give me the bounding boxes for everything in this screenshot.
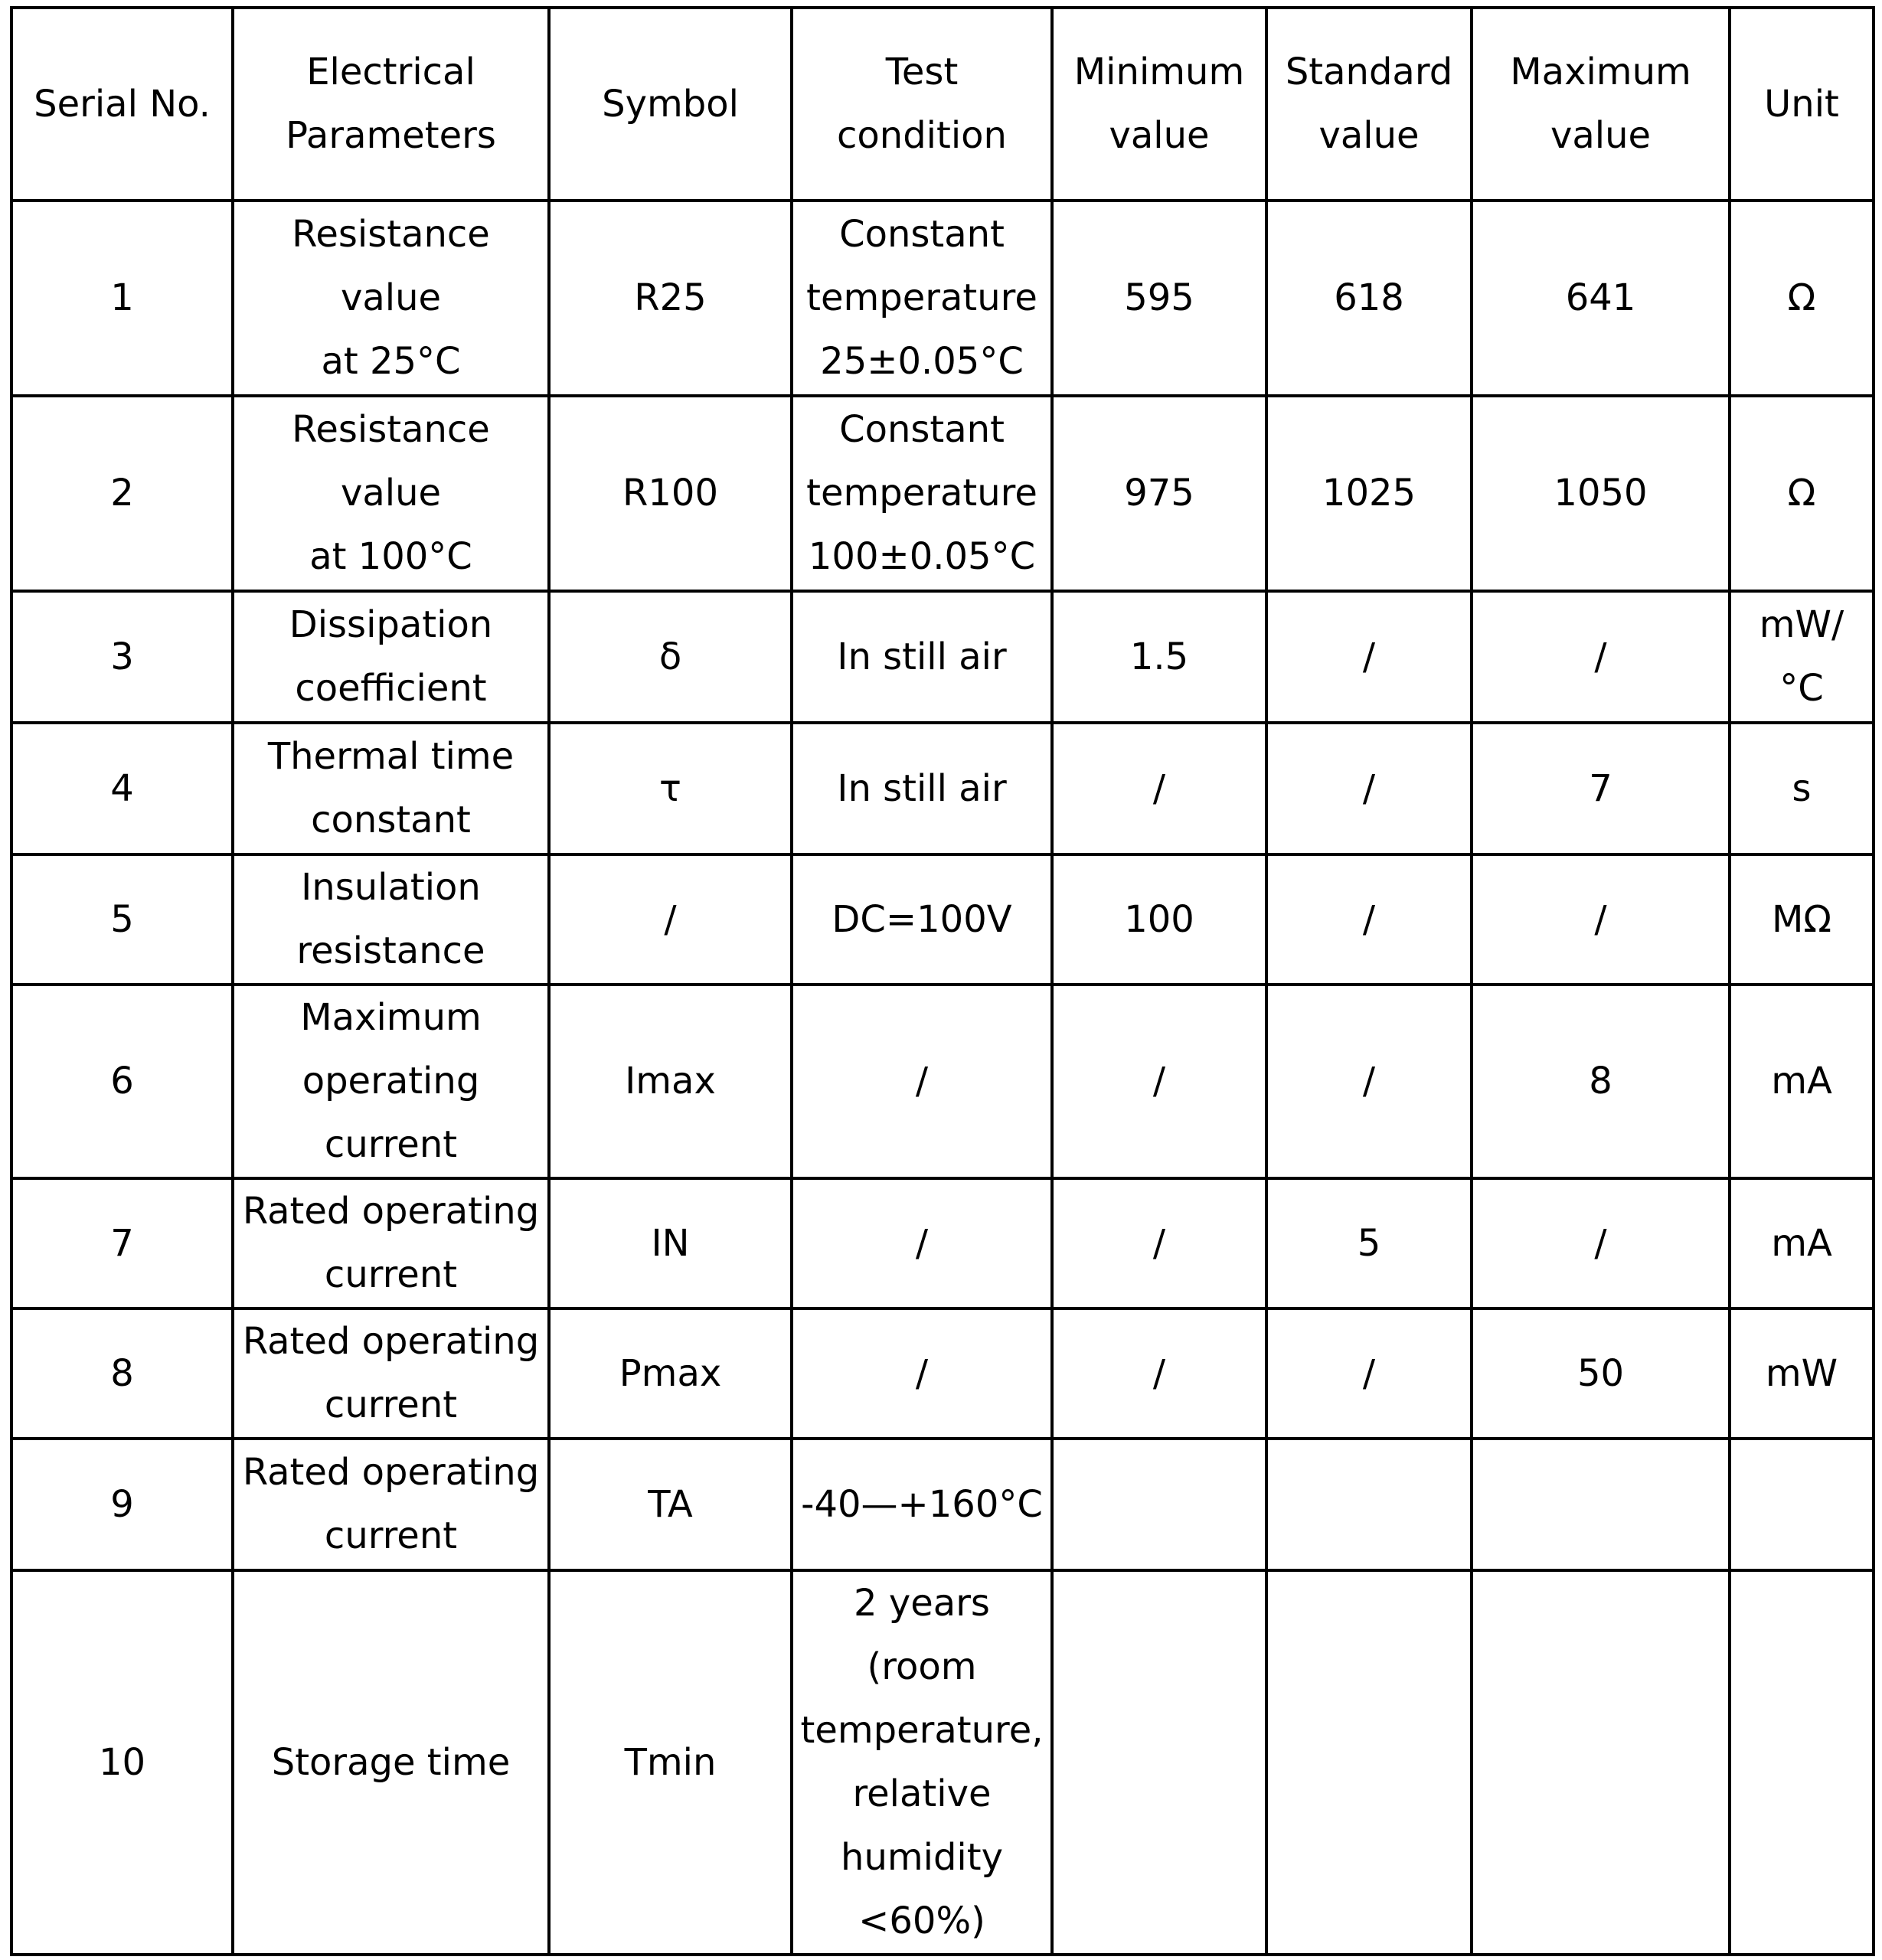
cell-min bbox=[1052, 1439, 1266, 1570]
cell-parameter: Storage time bbox=[233, 1570, 549, 1955]
cell-parameter: Insulation resistance bbox=[233, 854, 549, 985]
header-minimum-value: Minimum value bbox=[1052, 8, 1266, 201]
cell-unit: mW bbox=[1730, 1308, 1874, 1439]
cell-parameter: Dissipation coefficient bbox=[233, 591, 549, 723]
cell-min: 1.5 bbox=[1052, 591, 1266, 723]
table-row bbox=[11, 723, 1874, 854]
header-standard-value: Standard value bbox=[1266, 8, 1472, 201]
cell-condition: -40—+160°C bbox=[792, 1439, 1052, 1570]
cell-serial: 3 bbox=[11, 591, 233, 723]
cell-symbol: Tmin bbox=[549, 1570, 792, 1955]
cell-parameter: Rated operating current bbox=[233, 1308, 549, 1439]
table-row bbox=[11, 201, 1874, 396]
cell-max: 641 bbox=[1472, 201, 1730, 396]
cell-serial: 8 bbox=[11, 1308, 233, 1439]
cell-symbol: R100 bbox=[549, 396, 792, 591]
cell-symbol: R25 bbox=[549, 201, 792, 396]
cell-condition: / bbox=[792, 985, 1052, 1178]
cell-symbol: TA bbox=[549, 1439, 792, 1570]
header-serial-no: Serial No. bbox=[11, 8, 233, 201]
cell-symbol: τ bbox=[549, 723, 792, 854]
cell-unit: Ω bbox=[1730, 396, 1874, 591]
cell-min: / bbox=[1052, 1178, 1266, 1308]
cell-serial: 10 bbox=[11, 1570, 233, 1955]
cell-min: 100 bbox=[1052, 854, 1266, 985]
cell-parameter: Rated operating current bbox=[233, 1439, 549, 1570]
cell-max: 7 bbox=[1472, 723, 1730, 854]
cell-max: / bbox=[1472, 1178, 1730, 1308]
table-row bbox=[11, 396, 1874, 591]
cell-condition: / bbox=[792, 1178, 1052, 1308]
cell-unit: MΩ bbox=[1730, 854, 1874, 985]
cell-condition: In still air bbox=[792, 723, 1052, 854]
cell-max: / bbox=[1472, 591, 1730, 723]
cell-condition: DC=100V bbox=[792, 854, 1052, 985]
table-row bbox=[11, 1178, 1874, 1308]
cell-max: 50 bbox=[1472, 1308, 1730, 1439]
cell-symbol: IN bbox=[549, 1178, 792, 1308]
cell-serial: 4 bbox=[11, 723, 233, 854]
cell-min: / bbox=[1052, 1308, 1266, 1439]
cell-min: / bbox=[1052, 723, 1266, 854]
cell-standard: / bbox=[1266, 985, 1472, 1178]
header-test-condition: Test condition bbox=[792, 8, 1052, 201]
cell-unit bbox=[1730, 1570, 1874, 1955]
table-row bbox=[11, 1570, 1874, 1955]
cell-standard: 618 bbox=[1266, 201, 1472, 396]
cell-condition: Constant temperature 100±0.05°C bbox=[792, 396, 1052, 591]
cell-serial: 5 bbox=[11, 854, 233, 985]
cell-unit bbox=[1730, 1439, 1874, 1570]
electrical-parameters-table bbox=[10, 6, 1875, 1956]
cell-parameter: Maximum operating current bbox=[233, 985, 549, 1178]
cell-condition: 2 years (room temperature, relative humidity <60%) bbox=[792, 1570, 1052, 1955]
cell-serial: 9 bbox=[11, 1439, 233, 1570]
cell-parameter: Resistance value at 25°C bbox=[233, 201, 549, 396]
cell-max: / bbox=[1472, 854, 1730, 985]
cell-standard: 5 bbox=[1266, 1178, 1472, 1308]
cell-symbol: Pmax bbox=[549, 1308, 792, 1439]
cell-standard bbox=[1266, 1439, 1472, 1570]
cell-max: 1050 bbox=[1472, 396, 1730, 591]
table-row bbox=[11, 1308, 1874, 1439]
header-maximum-value: Maximum value bbox=[1472, 8, 1730, 201]
table-row bbox=[11, 985, 1874, 1178]
table-row bbox=[11, 591, 1874, 723]
cell-serial: 6 bbox=[11, 985, 233, 1178]
cell-standard: / bbox=[1266, 591, 1472, 723]
cell-standard: 1025 bbox=[1266, 396, 1472, 591]
cell-max bbox=[1472, 1439, 1730, 1570]
header-electrical-parameters: Electrical Parameters bbox=[233, 8, 549, 201]
cell-min: 595 bbox=[1052, 201, 1266, 396]
cell-unit: mA bbox=[1730, 985, 1874, 1178]
cell-max: 8 bbox=[1472, 985, 1730, 1178]
cell-condition: / bbox=[792, 1308, 1052, 1439]
cell-standard bbox=[1266, 1570, 1472, 1955]
cell-symbol: Imax bbox=[549, 985, 792, 1178]
cell-min bbox=[1052, 1570, 1266, 1955]
cell-condition: Constant temperature 25±0.05°C bbox=[792, 201, 1052, 396]
cell-parameter: Thermal time constant bbox=[233, 723, 549, 854]
cell-unit: mW/ °C bbox=[1730, 591, 1874, 723]
cell-min: / bbox=[1052, 985, 1266, 1178]
header-unit: Unit bbox=[1730, 8, 1874, 201]
table-header-row bbox=[11, 8, 1874, 201]
cell-standard: / bbox=[1266, 854, 1472, 985]
cell-serial: 2 bbox=[11, 396, 233, 591]
cell-parameter: Rated operating current bbox=[233, 1178, 549, 1308]
cell-min: 975 bbox=[1052, 396, 1266, 591]
cell-serial: 1 bbox=[11, 201, 233, 396]
cell-unit: mA bbox=[1730, 1178, 1874, 1308]
table-row bbox=[11, 854, 1874, 985]
cell-standard: / bbox=[1266, 723, 1472, 854]
cell-unit: s bbox=[1730, 723, 1874, 854]
cell-unit: Ω bbox=[1730, 201, 1874, 396]
table-row bbox=[11, 1439, 1874, 1570]
cell-standard: / bbox=[1266, 1308, 1472, 1439]
cell-parameter: Resistance value at 100°C bbox=[233, 396, 549, 591]
cell-symbol: δ bbox=[549, 591, 792, 723]
header-symbol: Symbol bbox=[549, 8, 792, 201]
cell-symbol: / bbox=[549, 854, 792, 985]
cell-condition: In still air bbox=[792, 591, 1052, 723]
cell-serial: 7 bbox=[11, 1178, 233, 1308]
cell-max bbox=[1472, 1570, 1730, 1955]
